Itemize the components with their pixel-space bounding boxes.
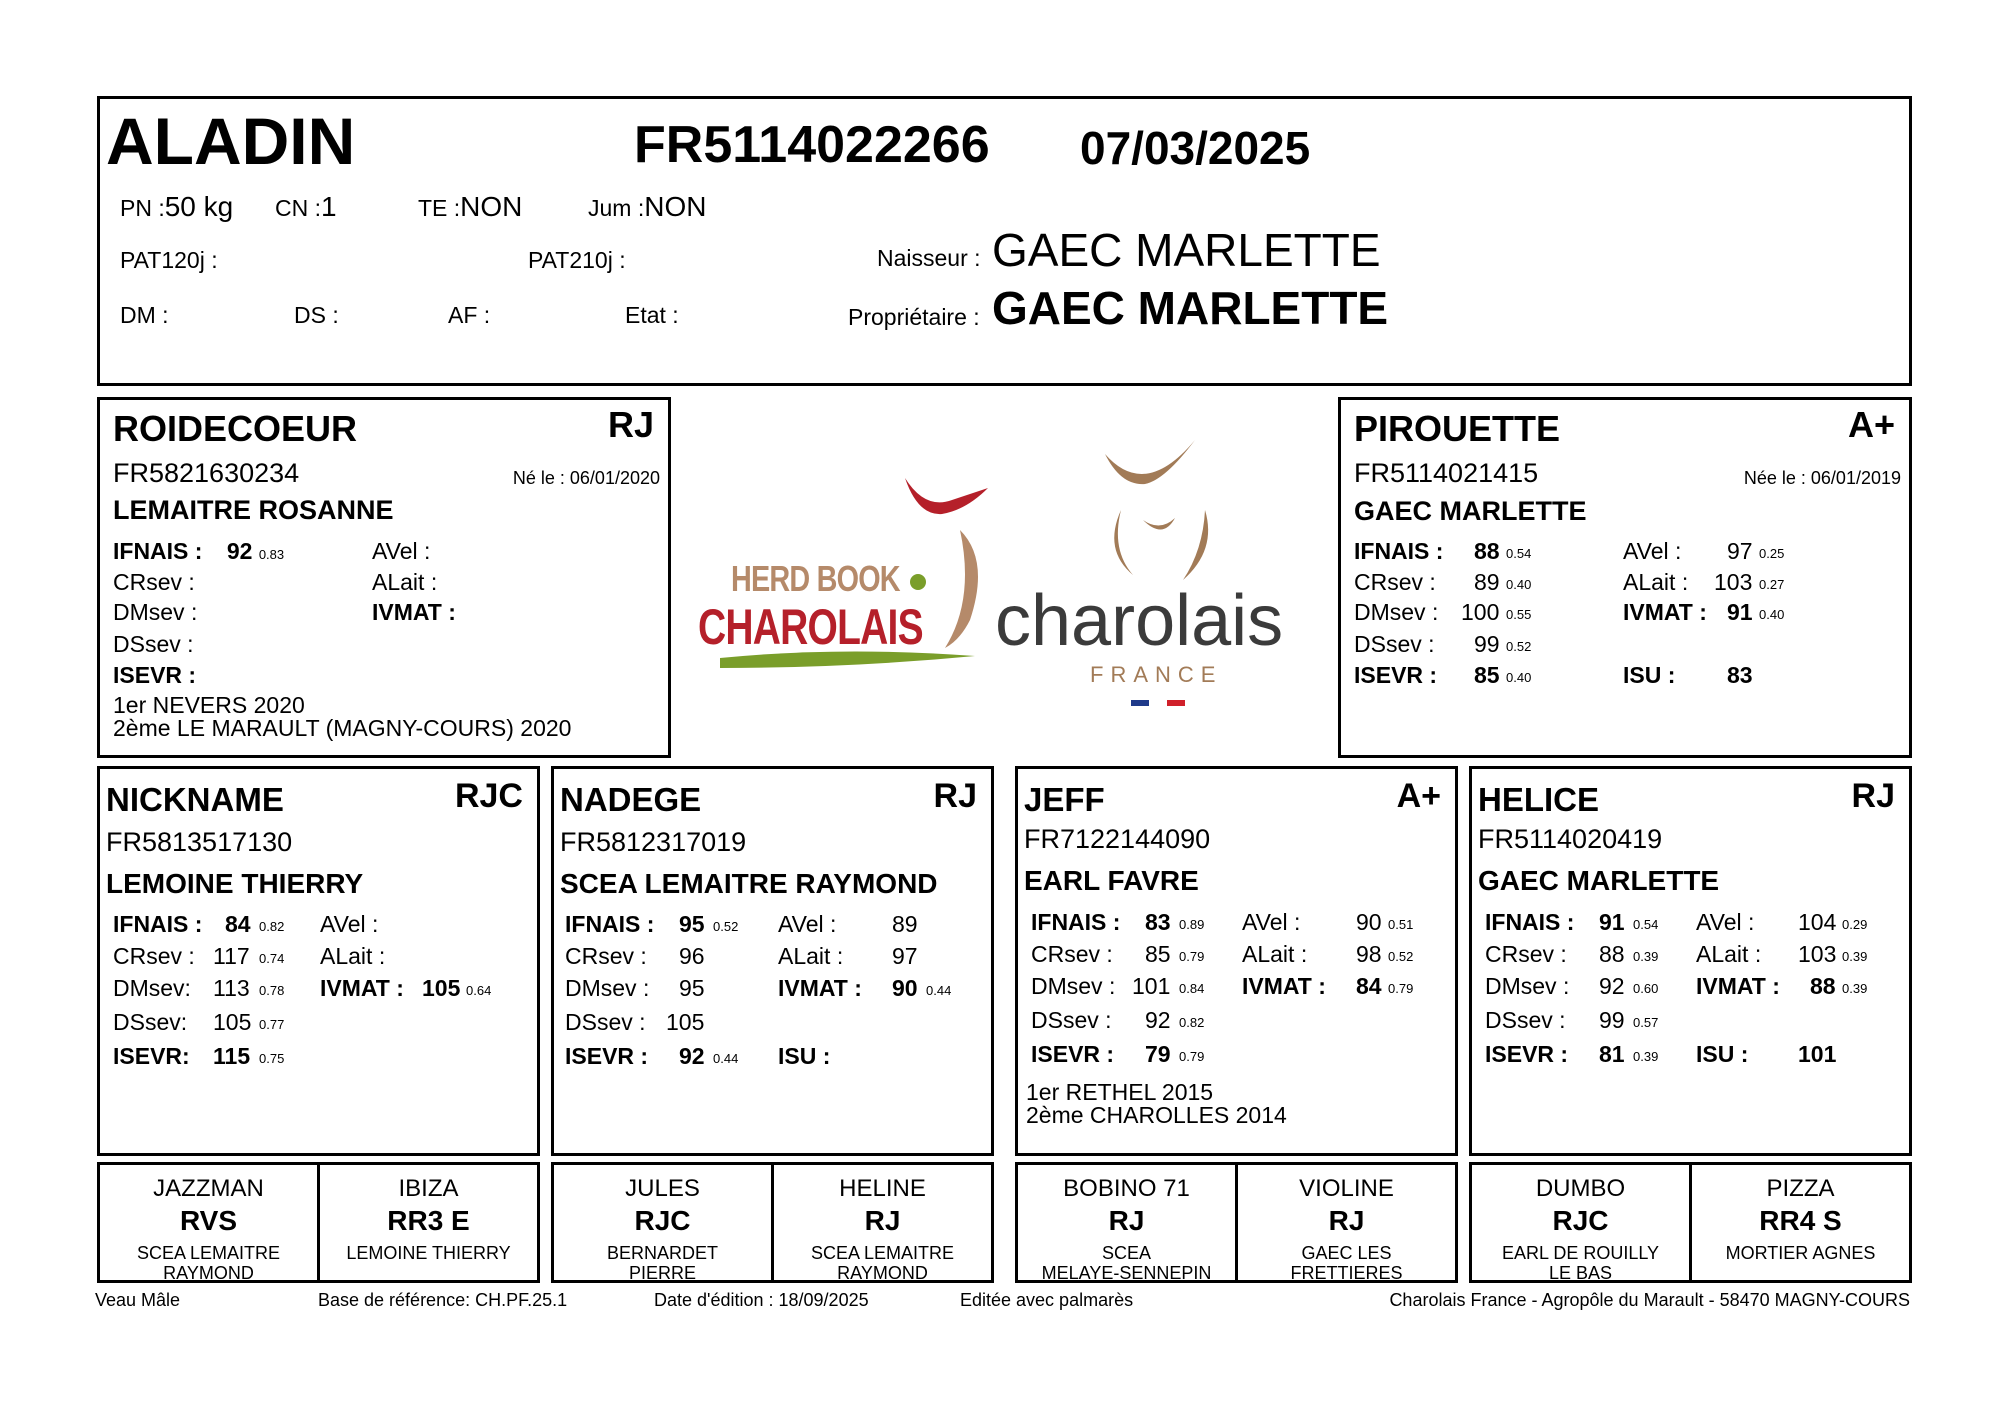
alait-value: 103 [1798, 941, 1837, 967]
isevr-value: 85 [1474, 662, 1500, 688]
isu-label: ISU : [1696, 1041, 1749, 1067]
isevr-cd: 0.44 [713, 1051, 739, 1066]
sire-id: FR5821630234 [113, 458, 300, 488]
naisseur-label: Naisseur : [877, 245, 981, 271]
ivmat-cd: 0.79 [1388, 981, 1414, 996]
ggp-owner-line: MELAYE-SENNEPIN [1041, 1263, 1212, 1283]
te-label: TE : [418, 195, 461, 221]
palmares-line: 1er RETHEL 2015 [1026, 1079, 1214, 1105]
af-label: AF : [448, 302, 491, 328]
sire-ivmat-label: IVMAT : [372, 599, 456, 625]
gp-dmsev [1485, 973, 1659, 1000]
alait-label: ALait : [778, 943, 844, 969]
isevr-label: ISEVR : [1485, 1041, 1569, 1067]
dam-card [1338, 397, 1912, 758]
gp-grade: RJC [454, 777, 523, 815]
ggp-grade: RJC [634, 1205, 691, 1236]
crsev-value: 117 [213, 943, 250, 969]
alait-value: 103 [1714, 569, 1753, 595]
gp-crsev [1485, 941, 1659, 968]
gp-avel-label: AVel : [320, 911, 379, 937]
gp-ifnais [1485, 909, 1659, 936]
isevr-label: ISEVR : [565, 1043, 649, 1069]
dmsev-value: 92 [1599, 973, 1625, 999]
dam-isevr [1354, 662, 1532, 689]
ifnais-value: 95 [679, 911, 705, 937]
gp-ivmat [1242, 973, 1414, 1000]
isevr-cd: 0.75 [259, 1051, 285, 1066]
gp-owner: GAEC MARLETTE [1478, 865, 1720, 896]
alait-cd: 0.52 [1388, 949, 1414, 964]
ggp-name: IBIZA [398, 1175, 459, 1202]
ivmat-value: 84 [1356, 973, 1382, 999]
gp-isevr [1485, 1041, 1659, 1068]
dssev-label: DSsev : [1485, 1007, 1566, 1033]
ggp-name: PIZZA [1766, 1175, 1835, 1202]
gp-alait-label: ALait : [320, 943, 386, 969]
ifnais-label: IFNAIS : [565, 911, 655, 937]
footer-base: Base de référence: CH.PF.25.1 [318, 1290, 568, 1310]
ivmat-value: 105 [422, 975, 461, 1001]
ifnais-cd: 0.89 [1179, 917, 1205, 932]
cn-value: 1 [321, 191, 337, 222]
gp-isevr [565, 1043, 739, 1070]
avel-cd: 0.25 [1759, 546, 1785, 561]
ggp-owner-line: BERNARDET [606, 1243, 718, 1263]
footer-palmares-note: Editée avec palmarès [960, 1290, 1134, 1310]
avel-value: 90 [1356, 909, 1382, 935]
gp-id: FR7122144090 [1024, 824, 1211, 854]
dssev-cd: 0.82 [1179, 1015, 1205, 1030]
great-grandparent-cell [1469, 1162, 1692, 1283]
ifnais-label: IFNAIS : [113, 911, 203, 937]
ggp-owner-line: RAYMOND [837, 1263, 928, 1283]
gp-grade: A+ [1396, 777, 1441, 815]
dam-id: FR5114021415 [1354, 458, 1539, 488]
dssev-value: 92 [1145, 1007, 1171, 1033]
dssev-label: DSsev : [1354, 631, 1435, 657]
ggp-grade: RJ [1328, 1205, 1365, 1236]
avel-label: AVel : [1242, 909, 1301, 935]
dam-born-label: Née le : [1743, 468, 1806, 488]
gp-name: JEFF [1024, 781, 1105, 818]
animal-name: ALADIN [106, 104, 356, 178]
ggp-owner-line: SCEA LEMAITRE [136, 1243, 281, 1263]
jum-value: NON [644, 191, 707, 222]
ivmat-cd: 0.40 [1759, 607, 1785, 622]
gp-owner: EARL FAVRE [1024, 865, 1199, 896]
crsev-label: CRsev : [565, 943, 647, 969]
herdbook-charolais-logo [690, 470, 1000, 680]
isevr-cd: 0.79 [1179, 1049, 1205, 1064]
alait-label: ALait : [1242, 941, 1308, 967]
gp-isu-label: ISU : [778, 1043, 831, 1069]
crsev-value: 85 [1145, 941, 1171, 967]
ggp-owner [1696, 1243, 1905, 1263]
jum-label: Jum : [588, 195, 645, 221]
ifnais-cd: 0.54 [1633, 917, 1659, 932]
gp-id: FR5114020419 [1478, 824, 1663, 854]
isevr-label: ISEVR : [1031, 1041, 1115, 1067]
ggp-owner-line: LEMOINE THIERRY [346, 1243, 511, 1263]
gp-dmsev [1031, 973, 1205, 1000]
ggp-grade: RR4 S [1759, 1205, 1842, 1236]
dmsev-label: DMsev : [1354, 599, 1439, 625]
sire-born-label: Né le : [512, 468, 565, 488]
gp-dmsev [565, 975, 705, 1002]
isevr-value: 81 [1599, 1041, 1625, 1067]
grandparent-card [97, 766, 540, 1156]
ds-label: DS : [294, 302, 339, 328]
dam-dssev [1354, 631, 1532, 658]
dam-dmsev [1354, 599, 1532, 626]
ggp-name: JAZZMAN [153, 1175, 264, 1202]
gp-crsev [1031, 941, 1205, 968]
gp-grade: RJ [1851, 777, 1895, 815]
crsev-value: 96 [679, 943, 705, 969]
dssev-value: 99 [1599, 1007, 1625, 1033]
dmsev-label: DMsev : [1031, 973, 1116, 999]
crsev-cd: 0.39 [1633, 949, 1659, 964]
gp-alait [1242, 941, 1414, 968]
sire-avel-label: AVel : [372, 538, 431, 564]
great-grandparent-cell [97, 1162, 320, 1283]
ggp-name: DUMBO [1535, 1175, 1626, 1202]
ggp-grade: RVS [179, 1205, 238, 1236]
ifnais-label: IFNAIS : [1485, 909, 1575, 935]
palmares-line: 1er NEVERS 2020 [113, 692, 305, 718]
pat120-label: PAT120j : [120, 247, 218, 273]
gp-dssev [113, 1009, 285, 1036]
gp-ifnais [1031, 909, 1205, 936]
ggp-owner [558, 1243, 767, 1283]
avel-value: 89 [892, 911, 918, 937]
avel-value: 97 [1727, 538, 1753, 564]
grandparent-card [1015, 766, 1458, 1156]
dmsev-label: DMsev : [1485, 973, 1570, 999]
crsev-label: CRsev : [1031, 941, 1113, 967]
gp-id: FR5813517130 [106, 827, 293, 857]
ifnais-cd: 0.54 [1506, 546, 1532, 561]
ivmat-label: IVMAT : [778, 975, 862, 1001]
ggp-owner-line: MORTIER AGNES [1725, 1243, 1876, 1263]
gp-dmsev [113, 975, 285, 1002]
ggp-owner-line: GAEC LES [1301, 1243, 1392, 1263]
sire-ifnais [113, 538, 284, 565]
dam-avel [1623, 538, 1785, 565]
gp-name: HELICE [1478, 781, 1600, 818]
dssev-label: DSsev: [113, 1009, 188, 1035]
footer-sex: Veau Mâle [95, 1290, 181, 1310]
dmsev-label: DMsev : [565, 975, 650, 1001]
alait-label: ALait : [1623, 569, 1689, 595]
ivmat-cd: 0.64 [466, 983, 492, 998]
alait-cd: 0.39 [1842, 949, 1868, 964]
gp-name: NICKNAME [106, 781, 284, 818]
ifnais-cd: 0.52 [713, 919, 739, 934]
gp-crsev [565, 943, 705, 970]
ggp-name: HELINE [839, 1175, 926, 1202]
gp-avel [1696, 909, 1868, 936]
dssev-label: DSsev : [565, 1009, 646, 1035]
ivmat-cd: 0.44 [926, 983, 952, 998]
gp-avel [778, 911, 918, 938]
isu-value: 101 [1798, 1041, 1837, 1067]
gp-name: NADEGE [560, 781, 702, 818]
jum-field [588, 191, 706, 223]
ggp-owner [1476, 1243, 1685, 1283]
gp-id: FR5812317019 [560, 827, 747, 857]
dmsev-value: 101 [1132, 973, 1171, 999]
gp-avel [1242, 909, 1414, 936]
sire-isevr-label: ISEVR : [113, 662, 197, 688]
isevr-cd: 0.39 [1633, 1049, 1659, 1064]
ifnais-cd: 0.82 [259, 919, 285, 934]
alait-label: ALait : [1696, 941, 1762, 967]
crsev-value: 89 [1474, 569, 1500, 595]
gp-crsev [113, 943, 285, 970]
great-grandparent-cell [1015, 1162, 1238, 1283]
pat210-label: PAT210j : [528, 247, 626, 273]
isu-label: ISU : [1623, 662, 1676, 688]
ivmat-value: 91 [1727, 599, 1753, 625]
sire-alait-label: ALait : [372, 569, 438, 595]
ifnais-value: 88 [1474, 538, 1500, 564]
crsev-label: CRsev : [113, 943, 195, 969]
ggp-name: BOBINO 71 [1063, 1175, 1190, 1202]
dmsev-value: 100 [1461, 599, 1500, 625]
great-grandparent-cell [1689, 1162, 1912, 1283]
ivmat-cd: 0.39 [1842, 981, 1868, 996]
grandparent-card [1469, 766, 1912, 1156]
dam-crsev [1354, 569, 1532, 596]
ggp-owner-line: PIERRE [628, 1263, 697, 1283]
sire-grade: RJ [607, 404, 654, 445]
herdbook-line2: CHAROLAIS [698, 599, 923, 655]
dssev-cd: 0.52 [1506, 639, 1532, 654]
gp-dssev [565, 1009, 705, 1036]
dam-alait [1623, 569, 1785, 596]
gp-ivmat [778, 975, 952, 1002]
pn-field [120, 191, 233, 223]
isevr-value: 79 [1145, 1041, 1171, 1067]
dmsev-cd: 0.60 [1633, 981, 1659, 996]
sire-palmares [113, 694, 571, 740]
palmares-line: 2ème CHAROLLES 2014 [1026, 1102, 1287, 1128]
ggp-grade: RR3 E [387, 1205, 470, 1236]
dmsev-value: 113 [213, 975, 250, 1001]
gp-grade: RJ [933, 777, 977, 815]
gp-isu [1696, 1041, 1837, 1068]
gp-isevr [113, 1043, 285, 1070]
great-grandparent-cell [551, 1162, 774, 1283]
charolais-word: charolais [995, 581, 1284, 661]
ifnais-value: 92 [226, 538, 253, 564]
gp-alait [778, 943, 918, 970]
proprietaire-label: Propriétaire : [848, 304, 980, 330]
footer-edition-date: Date d'édition : 18/09/2025 [654, 1290, 869, 1310]
avel-cd: 0.29 [1842, 917, 1868, 932]
ifnais-label: IFNAIS : [113, 538, 203, 564]
crsev-label: CRsev : [1354, 569, 1436, 595]
dmsev-value: 95 [679, 975, 705, 1001]
gp-ivmat [1696, 973, 1868, 1000]
ifnais-label: IFNAIS : [1354, 538, 1444, 564]
ggp-owner-line: SCEA [1101, 1243, 1152, 1263]
ggp-grade: RJ [1108, 1205, 1145, 1236]
gp-dssev [1031, 1007, 1205, 1034]
ggp-owner [324, 1243, 533, 1263]
dssev-value: 99 [1474, 631, 1500, 657]
naisseur-value: GAEC MARLETTE [992, 224, 1381, 276]
sire-born [513, 468, 660, 489]
avel-label: AVel : [778, 911, 837, 937]
great-grandparent-cell [1235, 1162, 1458, 1283]
isu-value: 83 [1727, 662, 1753, 688]
cn-field [275, 191, 337, 223]
gp-alait [1696, 941, 1868, 968]
ifnais-value: 91 [1599, 909, 1625, 935]
sire-crsev-label: CRsev : [113, 569, 195, 595]
sire-owner: LEMAITRE ROSANNE [113, 495, 394, 525]
avel-label: AVel : [1696, 909, 1755, 935]
ifnais-value: 84 [225, 911, 251, 937]
ggp-owner [1242, 1243, 1451, 1283]
gp-owner: SCEA LEMAITRE RAYMOND [560, 868, 938, 899]
pn-value: 50 kg [164, 191, 234, 222]
dam-born [1744, 468, 1901, 489]
gp-isevr [1031, 1041, 1205, 1068]
ggp-owner-line: LE BAS [1548, 1263, 1613, 1283]
pn-label: PN : [120, 195, 165, 221]
charolais-country: FRANCE [1090, 662, 1223, 687]
sire-card [97, 397, 671, 758]
dam-owner: GAEC MARLETTE [1354, 496, 1587, 526]
crsev-value: 88 [1599, 941, 1625, 967]
ggp-owner-line: EARL DE ROUILLY [1501, 1243, 1660, 1263]
dam-isu [1623, 662, 1753, 689]
gp-owner: LEMOINE THIERRY [106, 868, 364, 899]
isevr-label: ISEVR : [1354, 662, 1438, 688]
ivmat-value: 90 [892, 975, 918, 1001]
dmsev-label: DMsev: [113, 975, 191, 1001]
avel-label: AVel : [1623, 538, 1682, 564]
great-grandparent-cell [317, 1162, 540, 1283]
sire-dssev-label: DSsev : [113, 631, 194, 657]
herdbook-line1: HERD BOOK [731, 558, 900, 599]
te-value: NON [460, 191, 523, 222]
dmsev-cd: 0.84 [1179, 981, 1205, 996]
crsev-label: CRsev : [1485, 941, 1567, 967]
alait-value: 98 [1356, 941, 1382, 967]
crsev-cd: 0.74 [259, 951, 285, 966]
gp-ivmat [320, 975, 492, 1002]
ivmat-label: IVMAT : [1242, 973, 1326, 999]
ggp-grade: RJC [1552, 1205, 1609, 1236]
ifnais-cd: 0.83 [258, 547, 285, 562]
isevr-label: ISEVR: [113, 1043, 190, 1069]
isevr-cd: 0.40 [1506, 670, 1532, 685]
dssev-label: DSsev : [1031, 1007, 1112, 1033]
dssev-cd: 0.77 [259, 1017, 285, 1032]
proprietaire-value: GAEC MARLETTE [992, 282, 1389, 334]
isevr-value: 115 [213, 1043, 251, 1069]
dam-name: PIROUETTE [1354, 408, 1561, 449]
footer-address: Charolais France - Agropôle du Marault - 58470 MAGNY-COURS [1389, 1290, 1910, 1310]
dam-ifnais [1354, 538, 1532, 565]
gp-ifnais [565, 911, 739, 938]
ggp-owner [1022, 1243, 1231, 1283]
grandparent-card [551, 766, 994, 1156]
te-field [418, 191, 522, 223]
dssev-value: 105 [213, 1009, 252, 1035]
gp-palmares [1026, 1081, 1287, 1127]
ifnais-value: 83 [1145, 909, 1171, 935]
animal-birth-date: 07/03/2025 [1080, 122, 1311, 174]
alait-cd: 0.27 [1759, 577, 1785, 592]
sire-born-date: 06/01/2020 [569, 468, 660, 488]
sire-dmsev-label: DMsev : [113, 599, 198, 625]
palmares-line: 2ème LE MARAULT (MAGNY-COURS) 2020 [113, 715, 572, 741]
ggp-owner-line: SCEA LEMAITRE [810, 1243, 955, 1263]
ivmat-label: IVMAT : [1696, 973, 1780, 999]
charolais-france-logo [995, 440, 1325, 710]
ggp-owner-line: FRETTIERES [1290, 1263, 1403, 1283]
dssev-value: 105 [666, 1009, 705, 1035]
gp-ifnais [113, 911, 285, 938]
dam-grade: A+ [1847, 404, 1895, 445]
dmsev-cd: 0.55 [1506, 607, 1532, 622]
avel-cd: 0.51 [1388, 917, 1414, 932]
ggp-name: JULES [625, 1175, 700, 1202]
etat-label: Etat : [625, 302, 679, 328]
crsev-cd: 0.40 [1506, 577, 1532, 592]
gp-dssev [1485, 1007, 1659, 1034]
ggp-owner [104, 1243, 313, 1283]
isevr-value: 92 [679, 1043, 705, 1069]
dssev-cd: 0.57 [1633, 1015, 1659, 1030]
animal-header-box [97, 96, 1912, 386]
great-grandparent-cell [771, 1162, 994, 1283]
animal-id: FR5114022266 [634, 116, 990, 174]
ggp-owner-line: RAYMOND [163, 1263, 254, 1283]
dam-ivmat [1623, 599, 1785, 626]
crsev-cd: 0.79 [1179, 949, 1205, 964]
sire-name: ROIDECOEUR [113, 408, 358, 449]
cn-label: CN : [275, 195, 321, 221]
ggp-owner [778, 1243, 987, 1283]
ivmat-value: 88 [1810, 973, 1836, 999]
dmsev-cd: 0.78 [259, 983, 285, 998]
dm-label: DM : [120, 302, 169, 328]
ivmat-label: IVMAT : [320, 975, 404, 1001]
dam-born-date: 06/01/2019 [1810, 468, 1901, 488]
ggp-name: VIOLINE [1299, 1175, 1394, 1202]
avel-value: 104 [1798, 909, 1837, 935]
ggp-grade: RJ [864, 1205, 901, 1236]
ivmat-label: IVMAT : [1623, 599, 1707, 625]
ifnais-label: IFNAIS : [1031, 909, 1121, 935]
alait-value: 97 [892, 943, 918, 969]
